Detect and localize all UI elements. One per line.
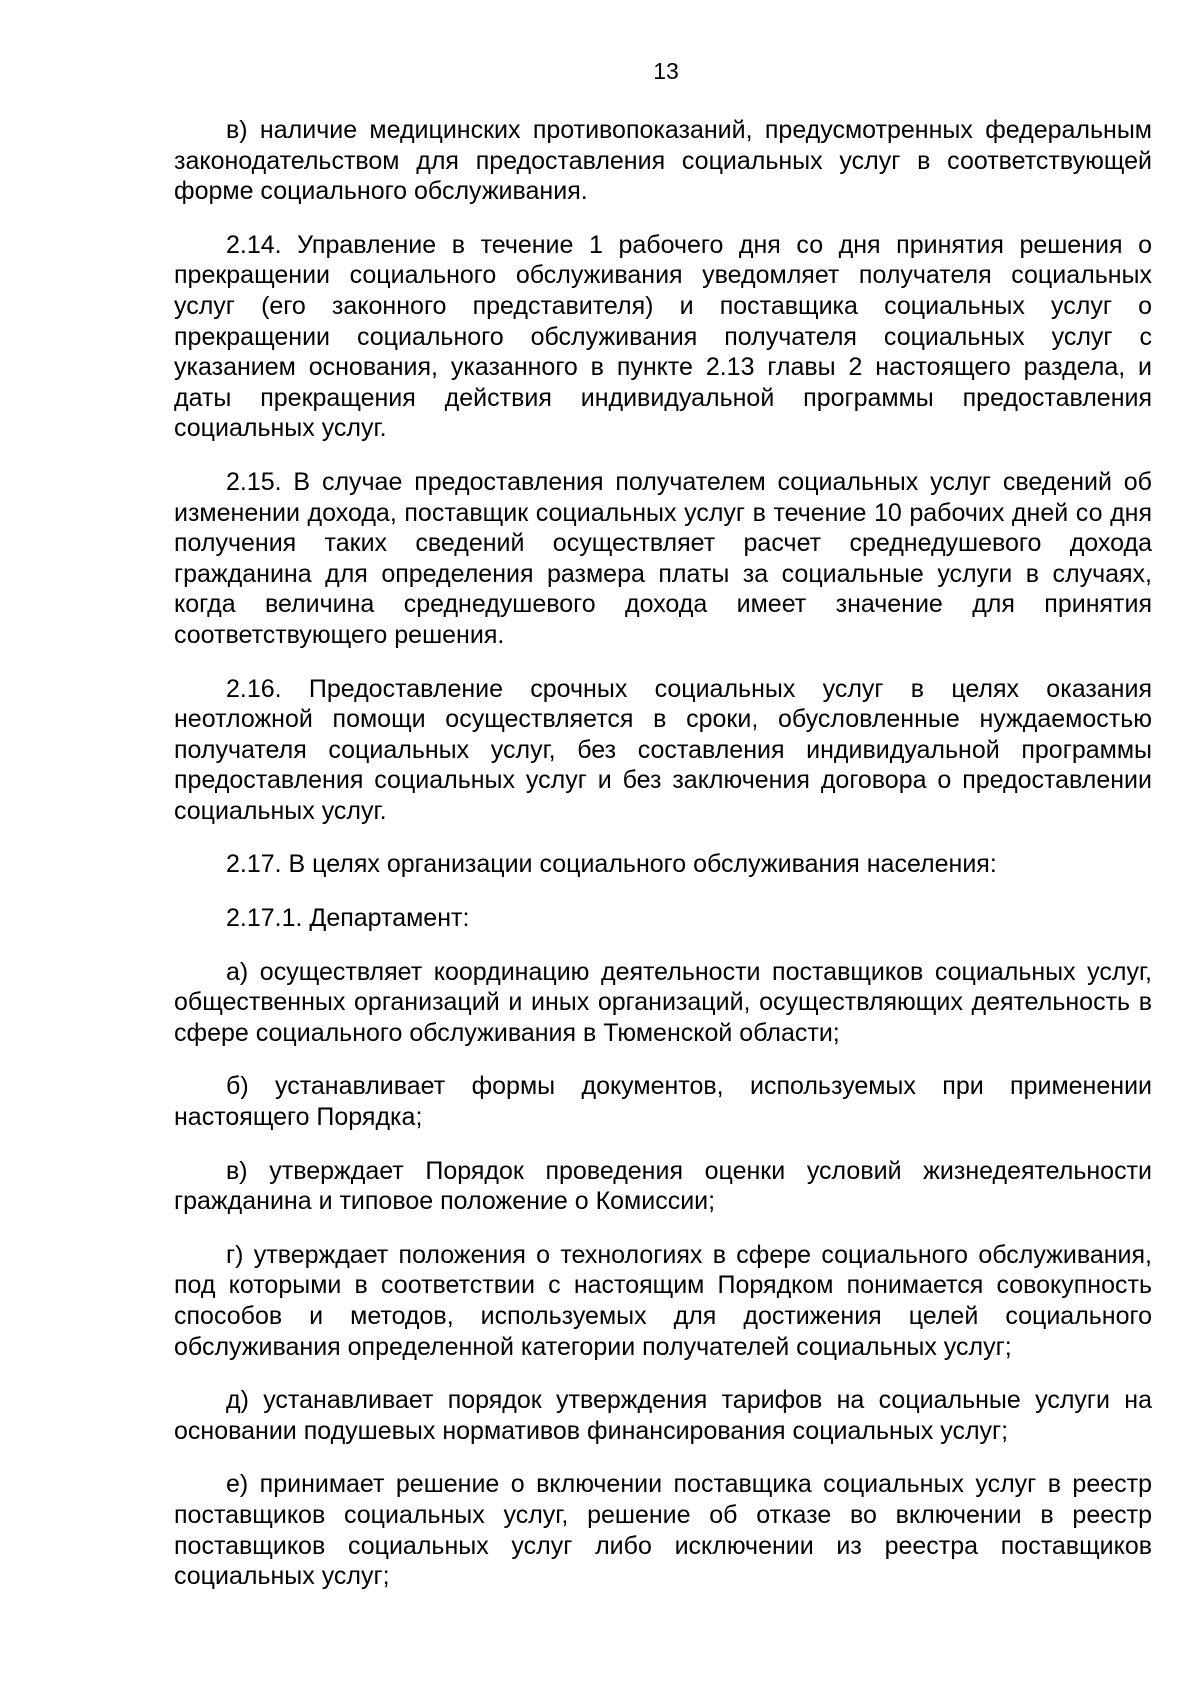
paragraph-2-15: 2.15. В случае предоставления получателем социальных услуг сведений об изменении дохода, поставщик социальных услуг в течение 10 рабочих дней со дня получения таких сведений осуществляет расчет среднедушевого дохода гражданина для определения размера платы за социальные услуги в случаях, когда величина среднедушевого дохода имеет значение для принятия соответствующего решения. [174,467,1152,649]
document-body [174,115,1152,1615]
paragraph-item-b: б) устанавливает формы документов, используемых при применении настоящего Порядка; [174,1072,1152,1132]
paragraph-2-17: 2.17. В целях организации социального обслуживания населения: [226,850,997,879]
paragraph-2-14: 2.14. Управление в течение 1 рабочего дня со дня принятия решения о прекращении социального обслуживания уведомляет получателя социальных услуг (его законного представителя) и поставщика социальных услуг о прекращении социального обслуживания получателя социальных услуг с указанием основания, указанного в пункте 2.13 главы 2 настоящего раздела, и даты прекращения действия индивидуальной программы предоставления социальных услуг. [174,230,1152,443]
paragraph-item-a: а) осуществляет координацию деятельности поставщиков социальных услуг, общественных организаций и иных организаций, осуществляющих деятельность в сфере социального обслуживания в Тюменской области; [174,957,1152,1047]
paragraph-medical-contraindications: в) наличие медицинских противопоказаний, предусмотренных федеральным законодательством для предоставления социальных услуг в соответствующей форме социального обслуживания. [174,116,1152,206]
paragraph-item-e: е) принимает решение о включении поставщика социальных услуг в реестр поставщиков социальных услуг, решение об отказе во включении в реестр поставщиков социальных услуг либо исключении из реестра поставщиков социальных услуг; [174,1470,1152,1591]
paragraph-item-g: г) утверждает положения о технологиях в сфере социального обслуживания, под которыми в соответствии с настоящим Порядком понимается совокупность способов и методов, используемых для достижения целей социального обслуживания определенной категории получателей социальных услуг; [174,1240,1152,1361]
page-number: 13 [653,58,679,84]
paragraph-item-d: д) устанавливает порядок утверждения тарифов на социальные услуги на основании подушевых нормативов финансирования социальных услуг; [174,1386,1152,1445]
paragraph-item-v: в) утверждает Порядок проведения оценки условий жизнедеятельности гражданина и типовое положение о Комиссии; [174,1156,1152,1216]
paragraph-2-16: 2.16. Предоставление срочных социальных услуг в целях оказания неотложной помощи осуществляется в сроки, обусловленные нуждаемостью получателя социальных услуг, без составления индивидуальной программы предоставления социальных услуг и без заключения договора о предоставлении социальных услуг. [174,674,1152,825]
paragraph-2-17-1: 2.17.1. Департамент: [226,904,470,933]
